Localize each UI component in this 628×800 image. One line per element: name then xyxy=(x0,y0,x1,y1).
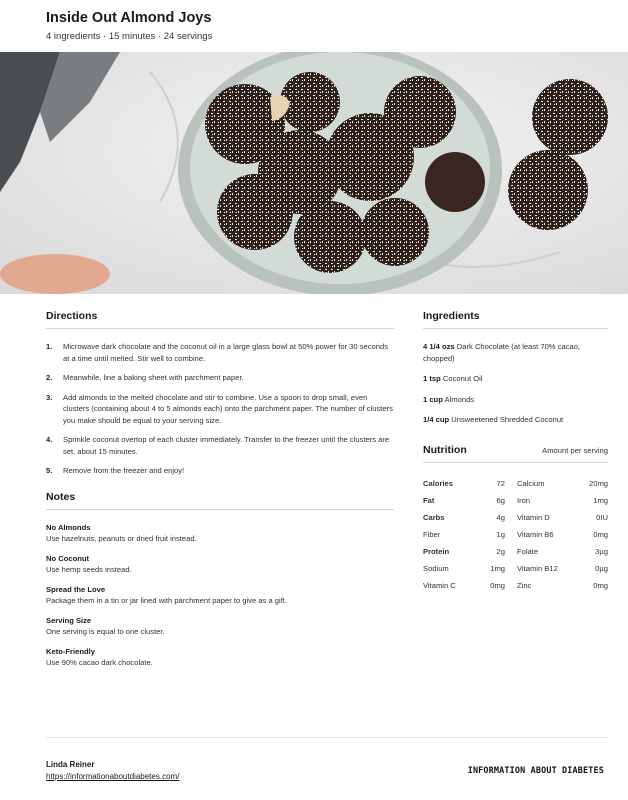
ingredient-name: Unsweetened Shredded Coconut xyxy=(451,415,564,424)
ingredient-name: Coconut Oil xyxy=(442,374,483,383)
directions-list xyxy=(46,341,394,477)
ingredient-quantity: 1/4 cup xyxy=(423,415,450,424)
nutrition-section xyxy=(423,444,608,594)
nutrient-label: Carbs xyxy=(423,512,445,522)
ingredient-name: Dark Chocolate (at least 70% cacao, chopped) xyxy=(423,342,581,363)
nutrition-row xyxy=(423,509,608,526)
author-block xyxy=(46,760,179,781)
direction-step xyxy=(46,434,394,457)
recipe-title: Inside Out Almond Joys xyxy=(46,10,212,26)
nutrient-value: 4g xyxy=(496,512,505,522)
note-text: Use hazelnuts, peanuts or dried fruit instead. xyxy=(46,533,197,543)
step-number: 3. xyxy=(46,392,53,402)
recipe-photo xyxy=(0,52,628,294)
nutrient-label: Vitamin D xyxy=(517,512,550,522)
ingredients-heading: Ingredients xyxy=(423,310,480,322)
nutrient-value: 0mg xyxy=(490,580,505,590)
nutrient-value: 0µg xyxy=(595,563,608,573)
nutrient-value: 6g xyxy=(496,495,505,505)
ingredient-item xyxy=(423,341,608,364)
recipe-header xyxy=(46,10,212,42)
ingredients-section xyxy=(423,310,608,426)
photo-of-chocolate-coconut-clusters xyxy=(0,52,628,294)
nutrient-value: 3µg xyxy=(595,546,608,556)
note-item xyxy=(46,646,394,668)
nutrient-label: Sodium xyxy=(423,563,449,573)
step-text: Remove from the freezer and enjoy! xyxy=(63,466,185,475)
note-title: Serving Size xyxy=(46,615,92,625)
note-item xyxy=(46,615,394,637)
nutrient-label: Fiber xyxy=(423,529,441,539)
nutrition-row xyxy=(423,492,608,509)
nutrition-row xyxy=(423,560,608,577)
note-title: Spread the Love xyxy=(46,584,106,594)
ingredient-quantity: 1 cup xyxy=(423,394,443,404)
nutrient-value: 72 xyxy=(496,478,505,488)
nutrient-label: Vitamin B12 xyxy=(517,563,558,573)
recipe-meta: 4 ingredients · 15 minutes · 24 servings xyxy=(46,31,213,42)
nutrient-value: 1mg xyxy=(490,563,505,573)
nutrient-value: 1g xyxy=(496,529,505,539)
note-title: No Coconut xyxy=(46,553,90,563)
divider xyxy=(46,328,394,329)
nutrient-value: 0IU xyxy=(596,512,608,522)
nutrition-row xyxy=(423,543,608,560)
step-number: 4. xyxy=(46,435,53,444)
ingredients-list xyxy=(423,341,608,426)
nutrient-label: Iron xyxy=(517,495,531,505)
note-text: Use 90% cacao dark chocolate. xyxy=(46,657,153,667)
nutrient-label: Vitamin C xyxy=(423,580,456,590)
divider xyxy=(423,462,608,463)
nutrient-label: Calories xyxy=(423,478,453,488)
ingredient-name: Almonds xyxy=(444,394,475,404)
note-item xyxy=(46,553,394,575)
ingredient-quantity: 1 tsp xyxy=(423,374,441,383)
note-title: Keto-Friendly xyxy=(46,646,95,656)
divider xyxy=(46,509,394,510)
nutrient-label: Folate xyxy=(517,546,539,556)
notes-list xyxy=(46,522,394,668)
directions-heading: Directions xyxy=(46,310,98,322)
nutrition-per-serving: Amount per serving xyxy=(542,445,608,455)
nutrient-label: Fat xyxy=(423,495,435,505)
direction-step xyxy=(46,465,394,477)
author-link[interactable]: https://informationaboutdiabetes.com/ xyxy=(46,772,180,781)
step-text: Add almonds to the melted chocolate and stir to combine. Use a spoon to drop small, even clusters (containing about 4 to 5 almonds each) onto the parchment paper. The number of clusters you make should be equal to your serving size. xyxy=(63,392,393,425)
nutrition-row xyxy=(423,577,608,594)
nutrient-value: 0mg xyxy=(593,580,608,590)
nutrition-table xyxy=(423,475,608,594)
note-text: Use hemp seeds instead. xyxy=(46,564,132,574)
nutrient-label: Protein xyxy=(423,546,450,556)
direction-step xyxy=(46,392,394,427)
nutrition-heading: Nutrition xyxy=(423,443,467,456)
step-number: 1. xyxy=(46,342,53,351)
nutrient-label: Zinc xyxy=(517,580,532,590)
step-number: 5. xyxy=(46,466,53,475)
ingredient-item xyxy=(423,414,608,426)
author-name: Linda Reiner xyxy=(46,760,95,769)
note-item xyxy=(46,522,394,544)
footer-divider xyxy=(46,737,608,738)
ingredient-quantity: 4 1/4 ozs xyxy=(423,342,455,351)
note-item xyxy=(46,584,394,606)
step-number: 2. xyxy=(46,373,53,382)
notes-section xyxy=(46,491,394,668)
step-text: Meanwhile, line a baking sheet with parchment paper. xyxy=(63,373,244,382)
divider xyxy=(423,328,608,329)
note-text: Package them in a tin or jar lined with parchment paper to give as a gift. xyxy=(46,595,288,605)
note-text: One serving is equal to one cluster. xyxy=(46,626,165,636)
ingredient-item xyxy=(423,373,608,385)
nutrient-label: Calcium xyxy=(517,478,545,488)
ingredient-item xyxy=(423,394,608,406)
brand-logo: INFORMATION ABOUT DIABETES xyxy=(467,765,604,775)
nutrient-value: 0mg xyxy=(593,529,608,539)
nutrient-label: Vitamin B6 xyxy=(517,529,554,539)
nutrition-row xyxy=(423,475,608,492)
note-title: No Almonds xyxy=(46,522,91,532)
direction-step xyxy=(46,372,394,384)
nutrient-value: 1mg xyxy=(593,495,608,505)
direction-step xyxy=(46,341,394,364)
step-text: Sprinkle coconut overtop of each cluster immediately. Transfer to the freezer until the clusters are set, about 15 minutes. xyxy=(63,435,390,456)
nutrient-value: 2g xyxy=(496,546,505,556)
nutrient-value: 20mg xyxy=(589,478,608,488)
nutrition-row xyxy=(423,526,608,543)
notes-heading: Notes xyxy=(46,490,76,503)
directions-section xyxy=(46,310,394,477)
step-text: Microwave dark chocolate and the coconut oil in a large glass bowl at 50% power for 30 seconds at a time until melted. Stir well to combine. xyxy=(63,342,389,363)
